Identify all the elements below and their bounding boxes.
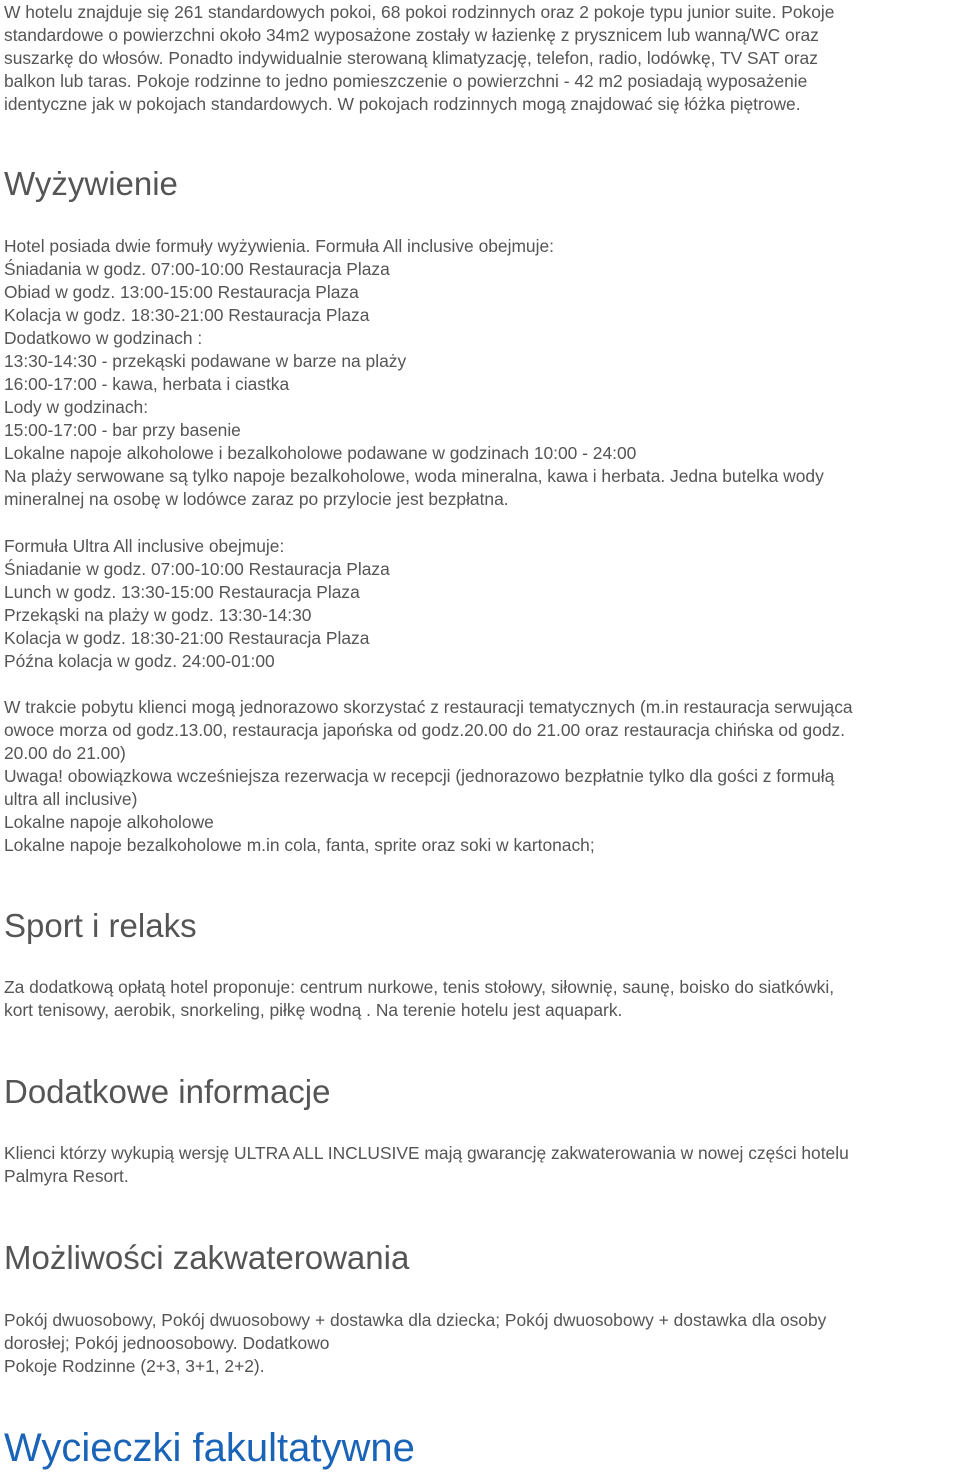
text-line: Pokój dwuosobowy, Pokój dwuosobowy + dostawka dla dziecka; Pokój dwuosobowy + dostawka dla osoby (4, 1310, 827, 1330)
text-line: 16:00-17:00 - kawa, herbata i ciastka (4, 374, 290, 394)
text-line: Lunch w godz. 13:30-15:00 Restauracja Plaza (4, 582, 360, 602)
sport-paragraph (4, 976, 834, 1022)
text-line: Przekąski na plaży w godz. 13:30-14:30 (4, 605, 312, 625)
text-line: W hotelu znajduje się 261 standardowych pokoi, 68 pokoi rodzinnych oraz 2 pokoje typu junior suite. Pokoje (4, 2, 835, 22)
text-line: Kolacja w godz. 18:30-21:00 Restauracja Plaza (4, 305, 370, 325)
text-line: standardowe o powierzchni około 34m2 wyposażone zostały w łazienkę z prysznicem lub wanną/WC oraz (4, 25, 819, 45)
text-line: owoce morza od godz.13.00, restauracja japońska od godz.20.00 do 21.00 oraz restauracja chińska od godz. (4, 720, 846, 740)
all-inclusive-paragraph (4, 235, 824, 511)
section-heading-dodatkowe: Dodatkowe informacje (4, 1073, 331, 1110)
text-line: balkon lub taras. Pokoje rodzinne to jedno pomieszczenie o powierzchni - 42 m2 posiadają wyposażenie (4, 71, 808, 91)
text-line: Pokoje Rodzinne (2+3, 3+1, 2+2). (4, 1356, 265, 1376)
rooms-paragraph (4, 1, 834, 116)
text-line: Lokalne napoje alkoholowe (4, 812, 214, 832)
text-line: Uwaga! obowiązkowa wcześniejsza rezerwacja w recepcji (jednorazowo bezpłatnie tylko dla gości z formułą (4, 766, 835, 786)
section-heading-wycieczki: Wycieczki fakultatywne (4, 1426, 415, 1470)
text-line: 20.00 do 21.00) (4, 743, 126, 763)
text-line: dorosłej; Pokój jednoosobowy. Dodatkowo (4, 1333, 330, 1353)
text-line: 13:30-14:30 - przekąski podawane w barze na plaży (4, 351, 407, 371)
text-line: Dodatkowo w godzinach : (4, 328, 203, 348)
section-heading-sport: Sport i relaks (4, 907, 197, 944)
text-line: Lokalne napoje bezalkoholowe m.in cola, fanta, sprite oraz soki w kartonach; (4, 835, 595, 855)
text-line: kort tenisowy, aerobik, snorkeling, piłkę wodną . Na terenie hotelu jest aquapark. (4, 1000, 623, 1020)
text-line: Śniadania w godz. 07:00-10:00 Restauracja Plaza (4, 259, 390, 279)
text-line: Palmyra Resort. (4, 1166, 129, 1186)
text-line: identyczne jak w pokojach standardowych. W pokojach rodzinnych mogą znajdować się łóżka piętrowe. (4, 94, 801, 114)
themed-restaurants-paragraph (4, 696, 853, 857)
text-line: mineralnej na osobę w lodówce zaraz po przylocie jest bezpłatna. (4, 489, 509, 509)
text-line: 15:00-17:00 - bar przy basenie (4, 420, 241, 440)
text-line: Na plaży serwowane są tylko napoje bezalkoholowe, woda mineralna, kawa i herbata. Jedna butelka wody (4, 466, 824, 486)
text-line: Śniadanie w godz. 07:00-10:00 Restauracja Plaza (4, 559, 390, 579)
text-line: Formuła Ultra All inclusive obejmuje: (4, 536, 285, 556)
text-line: Za dodatkową opłatą hotel proponuje: centrum nurkowe, tenis stołowy, siłownię, saunę, boisko do siatkówki, (4, 977, 835, 997)
text-line: Klienci którzy wykupią wersję ULTRA ALL INCLUSIVE mają gwarancję zakwaterowania w nowej części hotelu (4, 1143, 849, 1163)
text-line: Kolacja w godz. 18:30-21:00 Restauracja Plaza (4, 628, 370, 648)
zakwaterowanie-paragraph (4, 1309, 826, 1378)
section-heading-zakwaterowanie: Możliwości zakwaterowania (4, 1239, 410, 1276)
text-line: Późna kolacja w godz. 24:00-01:00 (4, 651, 275, 671)
section-heading-wyzywienie: Wyżywienie (4, 165, 178, 202)
ultra-all-inclusive-paragraph (4, 535, 390, 673)
text-line: W trakcie pobytu klienci mogą jednorazowo skorzystać z restauracji tematycznych (m.in restauracja serwująca (4, 697, 853, 717)
text-line: suszarkę do włosów. Ponadto indywidualnie sterowaną klimatyzację, telefon, radio, lodówkę, TV SAT oraz (4, 48, 818, 68)
text-line: ultra all inclusive) (4, 789, 138, 809)
text-line: Lody w godzinach: (4, 397, 149, 417)
dodatkowe-paragraph (4, 1142, 849, 1188)
text-line: Lokalne napoje alkoholowe i bezalkoholowe podawane w godzinach 10:00 - 24:00 (4, 443, 637, 463)
text-line: Obiad w godz. 13:00-15:00 Restauracja Plaza (4, 282, 359, 302)
text-line: Hotel posiada dwie formuły wyżywienia. Formuła All inclusive obejmuje: (4, 236, 554, 256)
